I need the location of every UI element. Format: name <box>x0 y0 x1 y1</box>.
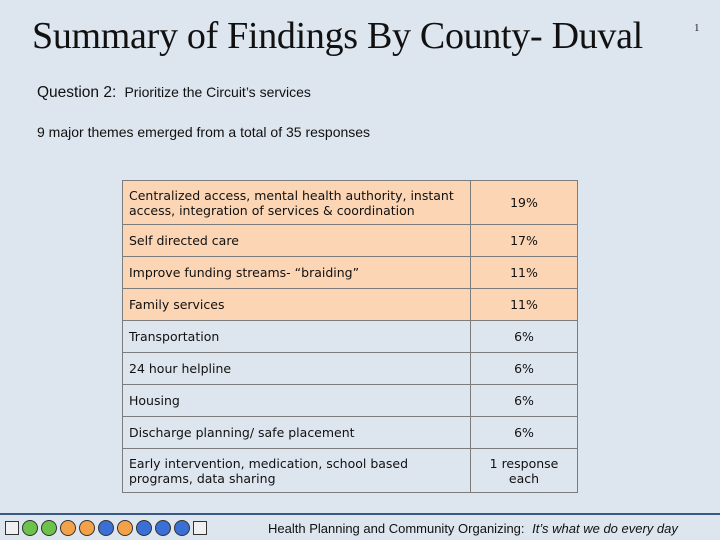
theme-cell: Early intervention, medication, school based programs, data sharing <box>123 449 471 493</box>
theme-cell: Housing <box>123 385 471 417</box>
table-row <box>123 385 578 417</box>
table-row <box>123 321 578 353</box>
percent-cell: 6% <box>471 321 578 353</box>
slide-title: Summary of Findings By County- Duval <box>32 15 643 57</box>
percent-cell: 6% <box>471 353 578 385</box>
table-row <box>123 417 578 449</box>
footer-dot-icon <box>60 520 76 536</box>
percent-cell: 11% <box>471 257 578 289</box>
footer-dot-icon <box>174 520 190 536</box>
footer-tagline: It’s what we do every day <box>532 521 678 536</box>
footer-dot-icon <box>98 520 114 536</box>
summary-text: 9 major themes emerged from a total of 35 responses <box>37 124 371 140</box>
theme-cell: Transportation <box>123 321 471 353</box>
theme-cell: Centralized access, mental health authority, instant access, integration of services & coordination <box>123 181 471 225</box>
footer-dot-icon <box>22 520 38 536</box>
theme-cell: Improve funding streams- “braiding” <box>123 257 471 289</box>
table-row <box>123 257 578 289</box>
findings-table <box>122 180 578 493</box>
theme-cell: Family services <box>123 289 471 321</box>
question-text: Prioritize the Circuit’s services <box>124 84 311 100</box>
footer-dot-icon <box>155 520 171 536</box>
footer-dot-icon <box>136 520 152 536</box>
theme-cell: Discharge planning/ safe placement <box>123 417 471 449</box>
table-row <box>123 289 578 321</box>
slide-number: 1 <box>694 22 700 34</box>
percent-cell: 11% <box>471 289 578 321</box>
table-row <box>123 181 578 225</box>
footer-org-text: Health Planning and Community Organizing: <box>268 521 525 536</box>
footer-divider <box>0 513 720 515</box>
percent-cell: 6% <box>471 417 578 449</box>
theme-cell: Self directed care <box>123 225 471 257</box>
footer-dot-icon <box>193 521 207 535</box>
table-row <box>123 449 578 493</box>
footer-dot-icon <box>79 520 95 536</box>
footer-dot-icon <box>5 521 19 535</box>
footer-dot-icon <box>117 520 133 536</box>
percent-cell: 1 response each <box>471 449 578 493</box>
footer-text <box>268 521 678 536</box>
percent-cell: 6% <box>471 385 578 417</box>
question-label: Question 2: <box>37 84 117 101</box>
table-row <box>123 353 578 385</box>
percent-cell: 17% <box>471 225 578 257</box>
theme-cell: 24 hour helpline <box>123 353 471 385</box>
question-line <box>37 84 311 102</box>
table-row <box>123 225 578 257</box>
footer-dot-icon <box>41 520 57 536</box>
percent-cell: 19% <box>471 181 578 225</box>
footer-dots <box>5 518 207 538</box>
